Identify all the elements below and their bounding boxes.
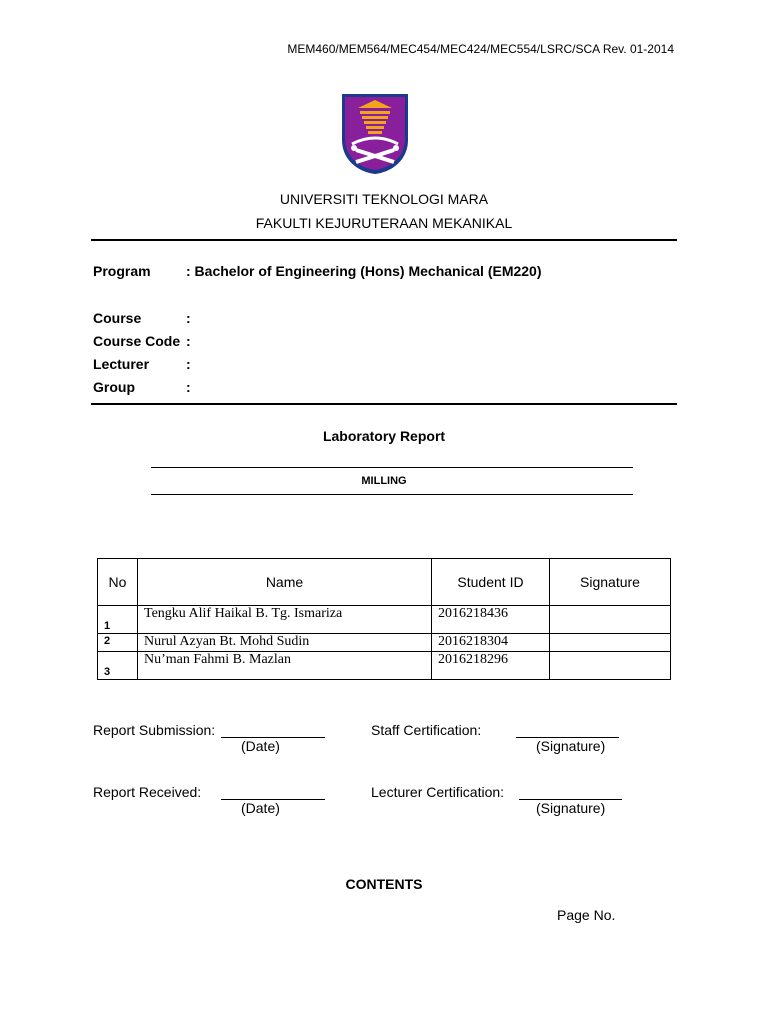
row-student-id: 2016218436 bbox=[432, 606, 550, 634]
university-name: UNIVERSITI TEKNOLOGI MARA bbox=[279, 191, 489, 207]
row-student-id: 2016218296 bbox=[432, 652, 550, 680]
row-no: 2 bbox=[98, 634, 138, 652]
group-colon: : bbox=[186, 379, 191, 395]
program-label: Program bbox=[93, 263, 151, 279]
table-header-row bbox=[98, 559, 671, 606]
report-submission-label: Report Submission: bbox=[93, 722, 216, 738]
row-signature[interactable] bbox=[550, 652, 671, 680]
table-row bbox=[98, 652, 671, 680]
row-name: Tengku Alif Haikal B. Tg. Ismariza bbox=[138, 606, 432, 634]
divider-info bbox=[91, 403, 677, 405]
lecturer-certification-line[interactable] bbox=[519, 785, 622, 800]
table-row bbox=[98, 606, 671, 634]
header-no: No bbox=[98, 559, 138, 606]
row-student-id: 2016218304 bbox=[432, 634, 550, 652]
group-label: Group bbox=[93, 379, 135, 395]
student-table bbox=[97, 558, 671, 680]
experiment-rule-top bbox=[151, 467, 633, 468]
row-no: 3 bbox=[98, 652, 138, 680]
divider-top bbox=[91, 239, 677, 241]
page-no-label: Page No. bbox=[557, 907, 616, 923]
header-signature: Signature bbox=[550, 559, 671, 606]
course-label: Course bbox=[93, 310, 142, 326]
row-signature[interactable] bbox=[550, 634, 671, 652]
course-code-colon: : bbox=[186, 333, 191, 349]
report-received-line[interactable] bbox=[221, 785, 325, 800]
document-code: MEM460/MEM564/MEC454/MEC424/MEC554/LSRC/SCA Rev. 01-2014 bbox=[287, 42, 674, 56]
course-code-label: Course Code bbox=[93, 333, 181, 349]
lecturer-certification-label: Lecturer Certification: bbox=[371, 784, 505, 800]
report-received-label: Report Received: bbox=[93, 784, 202, 800]
staff-certification-signature: (Signature) bbox=[536, 738, 606, 754]
contents-title: CONTENTS bbox=[345, 876, 423, 892]
row-no: 1 bbox=[98, 606, 138, 634]
header-name: Name bbox=[138, 559, 432, 606]
experiment-title: MILLING bbox=[361, 475, 407, 487]
lecturer-colon: : bbox=[186, 356, 191, 372]
row-signature[interactable] bbox=[550, 606, 671, 634]
staff-certification-label: Staff Certification: bbox=[371, 722, 482, 738]
lecturer-label: Lecturer bbox=[93, 356, 150, 372]
row-name: Nu’man Fahmi B. Mazlan bbox=[138, 652, 432, 680]
uitm-crest-icon bbox=[340, 92, 410, 176]
report-received-date: (Date) bbox=[241, 800, 280, 816]
report-submission-line[interactable] bbox=[221, 723, 325, 738]
report-submission-date: (Date) bbox=[241, 738, 280, 754]
staff-certification-line[interactable] bbox=[516, 723, 619, 738]
table-row bbox=[98, 634, 671, 652]
program-value: : Bachelor of Engineering (Hons) Mechanical (EM220) bbox=[186, 263, 542, 279]
faculty-name: FAKULTI KEJURUTERAAN MEKANIKAL bbox=[255, 215, 513, 231]
row-name: Nurul Azyan Bt. Mohd Sudin bbox=[138, 634, 432, 652]
experiment-rule-bottom bbox=[151, 494, 633, 495]
header-student-id: Student ID bbox=[432, 559, 550, 606]
lecturer-certification-signature: (Signature) bbox=[536, 800, 606, 816]
course-colon: : bbox=[186, 310, 191, 326]
report-title: Laboratory Report bbox=[322, 428, 446, 444]
